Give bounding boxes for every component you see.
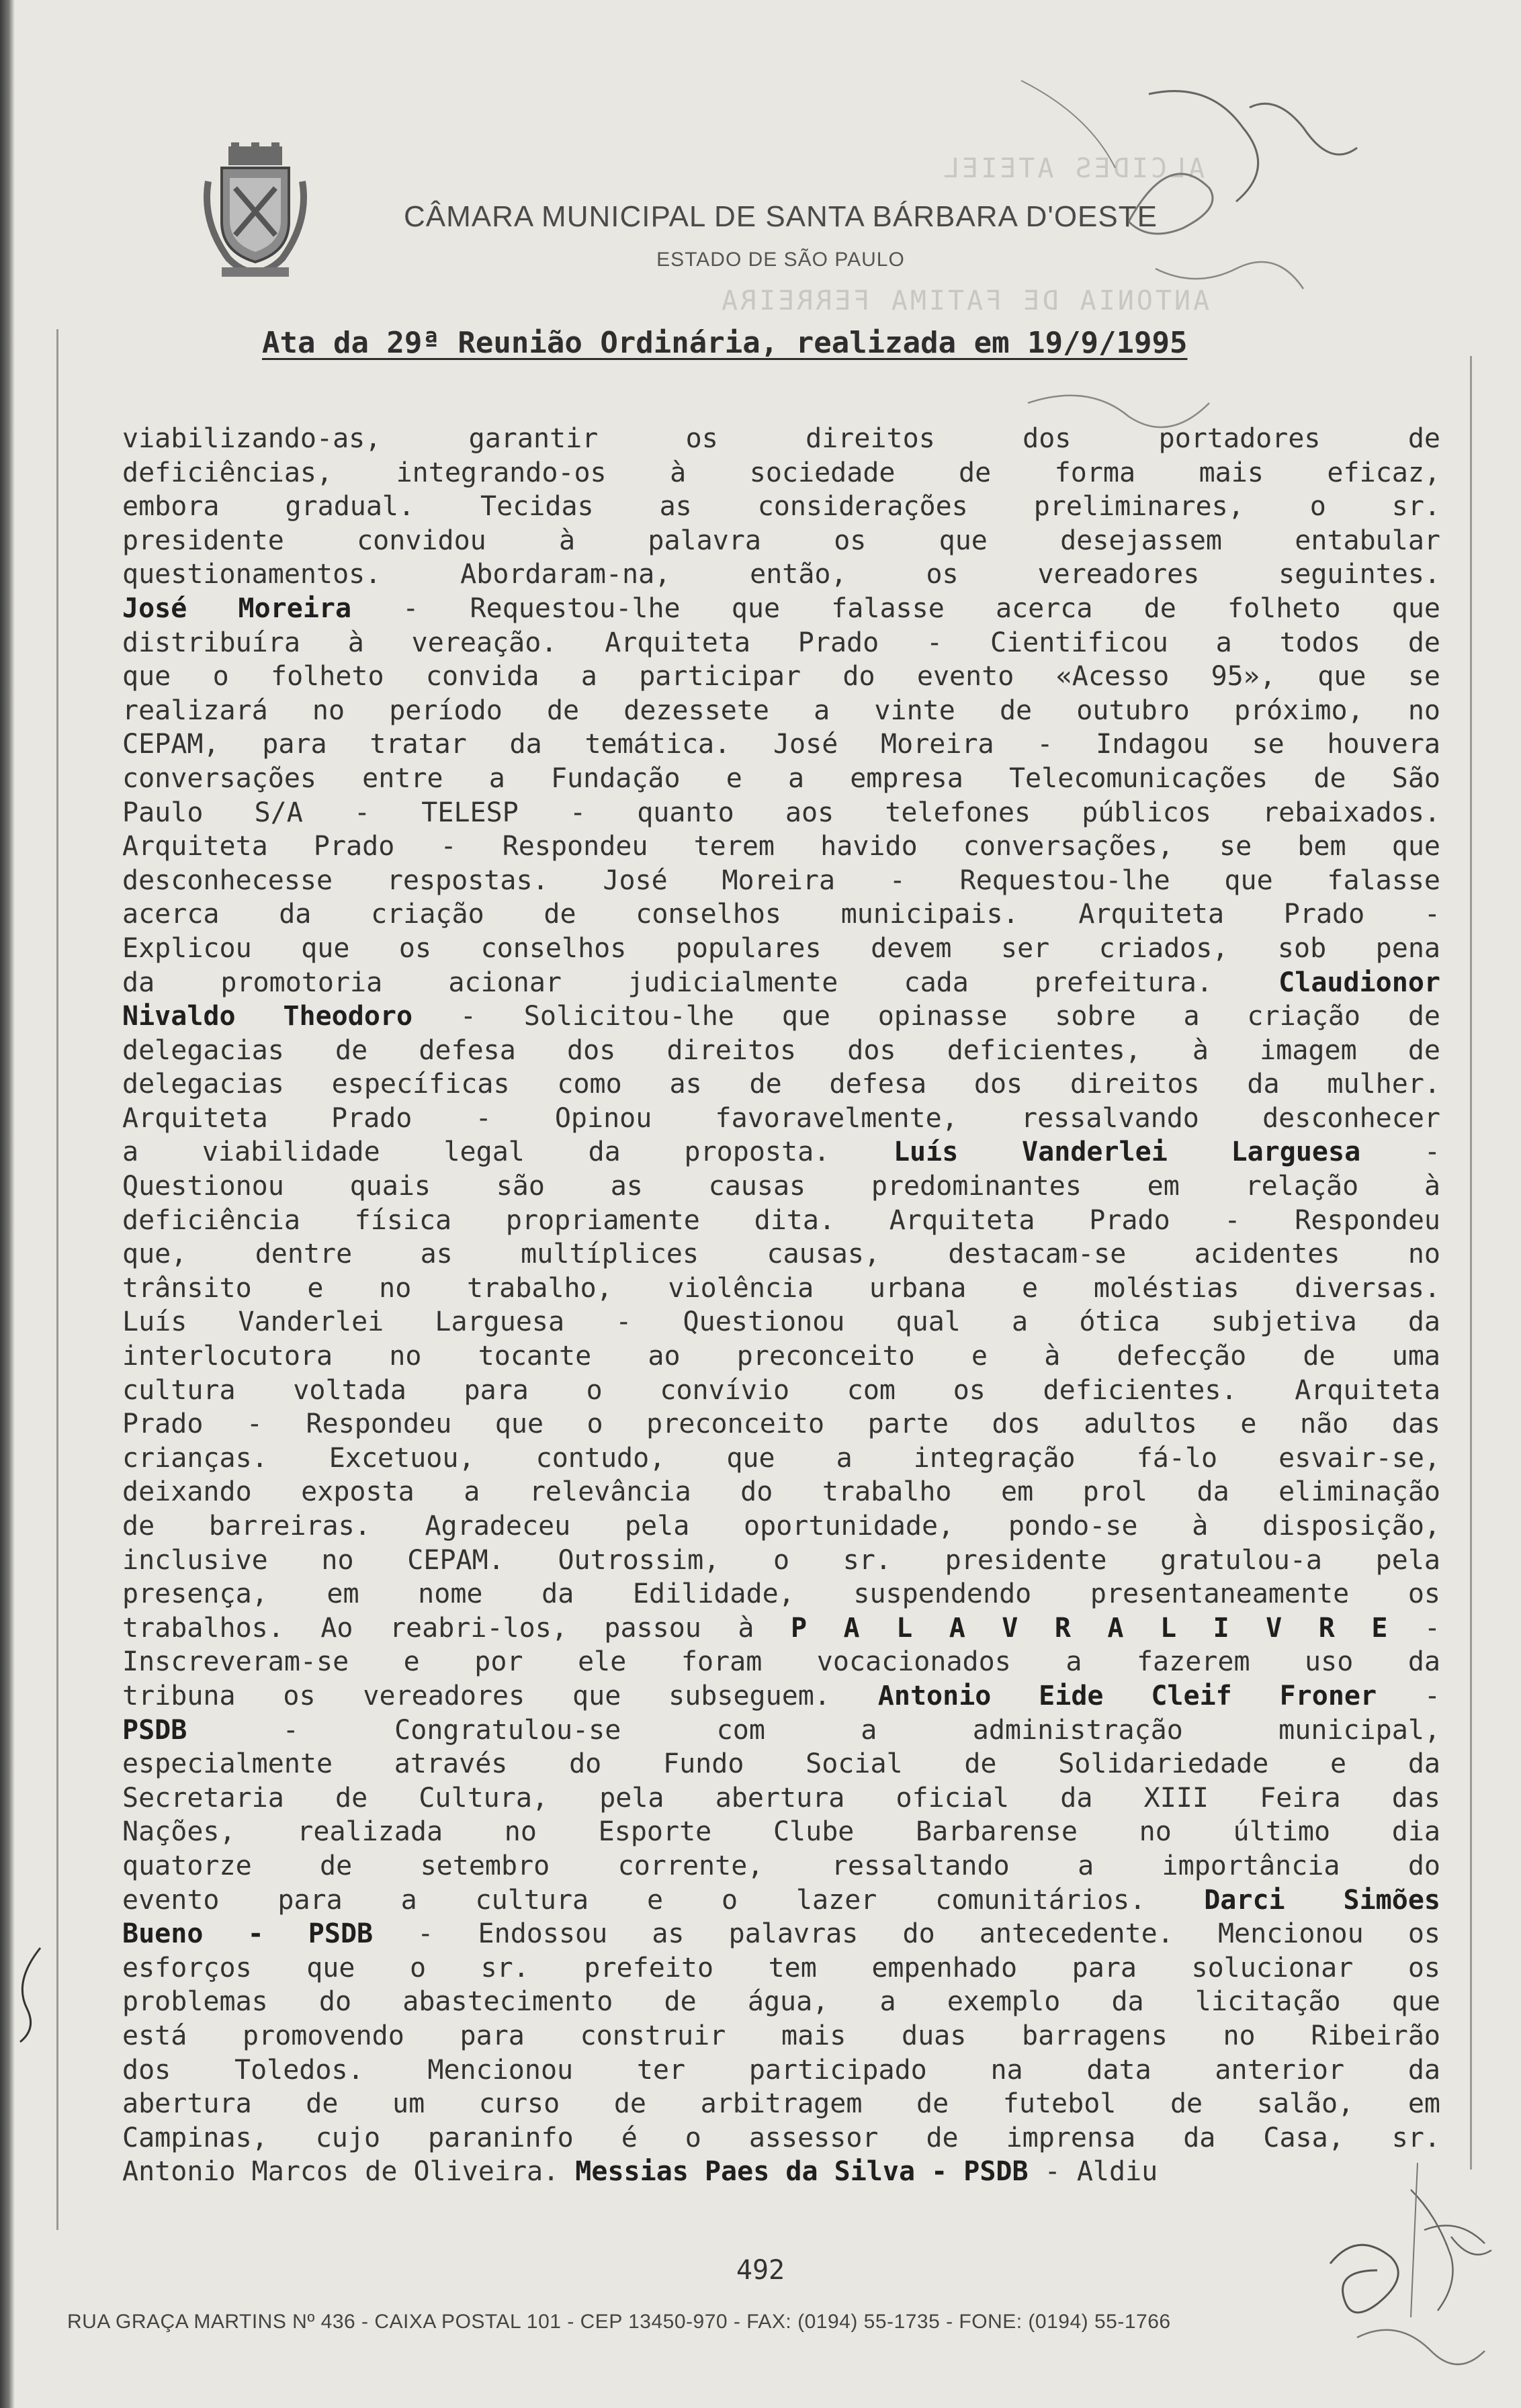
- text-span: trabalhos. Ao reabri-los, passou à: [122, 1612, 791, 1644]
- speaker-name: Luís Vanderlei Larguesa: [893, 1136, 1361, 1168]
- speaker-party: PSDB: [122, 1714, 187, 1746]
- text-span: - Solicitou-lhe que opinasse sobre a criação de: [412, 1001, 1440, 1032]
- text-line: [122, 1883, 1440, 1918]
- text-line: problemas do abastecimento de água, a exemplo da licitação que: [122, 1986, 1440, 2018]
- text-line: [122, 1611, 1440, 1646]
- text-line: crianças. Excetuou, contudo, que a integração fá-lo esvair-se,: [122, 1442, 1440, 1474]
- text-line: Paulo S/A - TELESP - quanto aos telefones públicos rebaixados.: [122, 797, 1440, 828]
- text-span: -: [1387, 1612, 1441, 1644]
- header-title: CÂMARA MUNICIPAL DE SANTA BÁRBARA D'OESTE: [404, 200, 1158, 233]
- text-line: delegacias de defesa dos direitos dos deficientes, à imagem de: [122, 1034, 1440, 1066]
- text-line: [122, 1713, 1440, 1748]
- text-span: da promotoria acionar judicialmente cada prefeitura.: [122, 967, 1279, 998]
- text-line: dos Toledos. Mencionou ter participado na data anterior da: [122, 2054, 1440, 2086]
- text-line: que, dentre as multíplices causas, destacam-se acidentes no: [122, 1239, 1440, 1270]
- section-heading: P A L A V R A L I V R E: [790, 1612, 1388, 1644]
- stamp-show-through-2: ANTONIA DE FATIMA FERREIRA: [719, 285, 1210, 316]
- text-line: inclusive no CEPAM. Outrossim, o sr. presidente gratulou-a pela: [122, 1544, 1440, 1576]
- text-line: [122, 1917, 1440, 1951]
- text-line: Prado - Respondeu que o preconceito parte dos adultos e não das: [122, 1409, 1440, 1440]
- text-line: está promovendo para construir mais duas barragens no Ribeirão: [122, 2020, 1440, 2051]
- speaker-name: José Moreira: [122, 592, 352, 624]
- text-line: deficiência física propriamente dita. Arquiteta Prado - Respondeu: [122, 1204, 1440, 1236]
- speaker-name: Antonio Eide Cleif Froner: [877, 1680, 1377, 1711]
- text-span: Antonio Marcos de Oliveira.: [122, 2156, 576, 2188]
- speaker-name: Bueno - PSDB: [122, 1918, 374, 1950]
- header-subtitle: ESTADO DE SÃO PAULO: [656, 249, 905, 271]
- text-span: - Aldiu: [1028, 2156, 1158, 2188]
- text-line: que o folheto convida a participar do evento «Acesso 95», que se: [122, 661, 1440, 693]
- text-line: interlocutora no tocante ao preconceito e à defecção de uma: [122, 1341, 1440, 1372]
- text-line: Questionou quais são as causas predominantes em relação à: [122, 1171, 1440, 1202]
- text-line: deficiências, integrando-os à sociedade de forma mais eficaz,: [122, 457, 1440, 488]
- footer-address: RUA GRAÇA MARTINS Nº 436 - CAIXA POSTAL 101 - CEP 13450-970 - FAX: (0194) 55-1735 - FONE: (0194) 55-1766: [67, 2311, 1171, 2333]
- text-span: -: [1360, 1136, 1440, 1168]
- text-line: [122, 592, 1440, 626]
- margin-mark-left: [7, 1941, 47, 2051]
- text-line: Explicou que os conselhos populares devem ser criados, sob pena: [122, 932, 1440, 964]
- stamp-show-through-1: ALCIDES ATEIEL: [941, 153, 1205, 184]
- speaker-name: Messias Paes da Silva - PSDB: [575, 2156, 1029, 2188]
- text-line: conversações entre a Fundação e a empresa Telecomunicações de São: [122, 762, 1440, 794]
- text-span: - Endossou as palavras do antecedente. Mencionou os: [373, 1918, 1441, 1950]
- text-line: Secretaria de Cultura, pela abertura oficial da XIII Feira das: [122, 1782, 1440, 1814]
- text-line: Arquiteta Prado - Respondeu terem havido conversações, se bem que: [122, 831, 1440, 862]
- text-line: [122, 1135, 1440, 1169]
- text-line: Inscreveram-se e por ele foram vocacionados a fazerem uso da: [122, 1646, 1440, 1678]
- text-line: Nações, realizada no Esporte Clube Barbarense no último dia: [122, 1816, 1440, 1848]
- text-line: Luís Vanderlei Larguesa - Questionou qual a ótica subjetiva da: [122, 1306, 1440, 1338]
- text-span: evento para a cultura e o lazer comunitários.: [122, 1884, 1205, 1916]
- text-line: delegacias específicas como as de defesa dos direitos da mulher.: [122, 1069, 1440, 1100]
- text-line: [122, 966, 1440, 1000]
- speaker-name: Claudionor: [1278, 967, 1440, 998]
- text-line: desconhecesse respostas. José Moreira - Requestou-lhe que falasse: [122, 864, 1440, 896]
- signatures-top-right: [927, 67, 1505, 446]
- text-line: de barreiras. Agradeceu pela oportunidade, pondo-se à disposição,: [122, 1511, 1440, 1542]
- text-line: [122, 2155, 1440, 2189]
- text-line: [122, 999, 1440, 1034]
- text-line: Arquiteta Prado - Opinou favoravelmente, ressalvando desconhecer: [122, 1102, 1440, 1134]
- text-line: esforços que o sr. prefeito tem empenhado para solucionar os: [122, 1952, 1440, 1983]
- text-line: distribuíra à vereação. Arquiteta Prado - Cientificou a todos de: [122, 627, 1440, 658]
- document-title: Ata da 29ª Reunião Ordinária, realizada em 19/9/1995: [262, 326, 1188, 360]
- text-line: realizará no período de dezessete a vinte de outubro próximo, no: [122, 695, 1440, 726]
- text-line: presidente convidou à palavra os que desejassem entabular: [122, 525, 1440, 556]
- speaker-name: Nivaldo Theodoro: [122, 1001, 413, 1032]
- right-margin-rule: [1470, 356, 1472, 2170]
- text-line: embora gradual. Tecidas as considerações preliminares, o sr.: [122, 491, 1440, 523]
- text-span: a viabilidade legal da proposta.: [122, 1136, 894, 1168]
- text-line: trânsito e no trabalho, violência urbana e moléstias diversas.: [122, 1272, 1440, 1304]
- speaker-name: Darci Simões: [1204, 1884, 1441, 1916]
- text-span: - Congratulou-se com a administração municipal,: [187, 1714, 1440, 1746]
- text-line: abertura de um curso de arbitragem de futebol de salão, em: [122, 2088, 1440, 2120]
- page-number: 492: [736, 2255, 785, 2286]
- text-line: [122, 1679, 1440, 1713]
- text-span: tribuna os vereadores que subseguem.: [122, 1680, 878, 1711]
- minutes-body: [122, 422, 1440, 2189]
- text-line: especialmente através do Fundo Social de Solidariedade e da: [122, 1748, 1440, 1780]
- text-line: presença, em nome da Edilidade, suspendendo presentaneamente os: [122, 1578, 1440, 1610]
- text-line: viabilizando-as, garantir os direitos dos portadores de: [122, 423, 1440, 454]
- text-span: -: [1377, 1680, 1440, 1711]
- left-margin-rule: [56, 329, 58, 2230]
- text-line: cultura voltada para o convívio com os deficientes. Arquiteta: [122, 1374, 1440, 1406]
- text-line: deixando exposta a relevância do trabalho em prol da eliminação: [122, 1476, 1440, 1508]
- text-line: questionamentos. Abordaram-na, então, os vereadores seguintes.: [122, 559, 1440, 590]
- text-line: CEPAM, para tratar da temática. José Moreira - Indagou se houvera: [122, 729, 1440, 760]
- text-span: - Requestou-lhe que falasse acerca de folheto que: [351, 592, 1441, 624]
- text-line: Campinas, cujo paraninfo é o assessor de imprensa da Casa, sr.: [122, 2122, 1440, 2153]
- text-line: quatorze de setembro corrente, ressaltando a importância do: [122, 1850, 1440, 1881]
- text-line: acerca da criação de conselhos municipais. Arquiteta Prado -: [122, 899, 1440, 930]
